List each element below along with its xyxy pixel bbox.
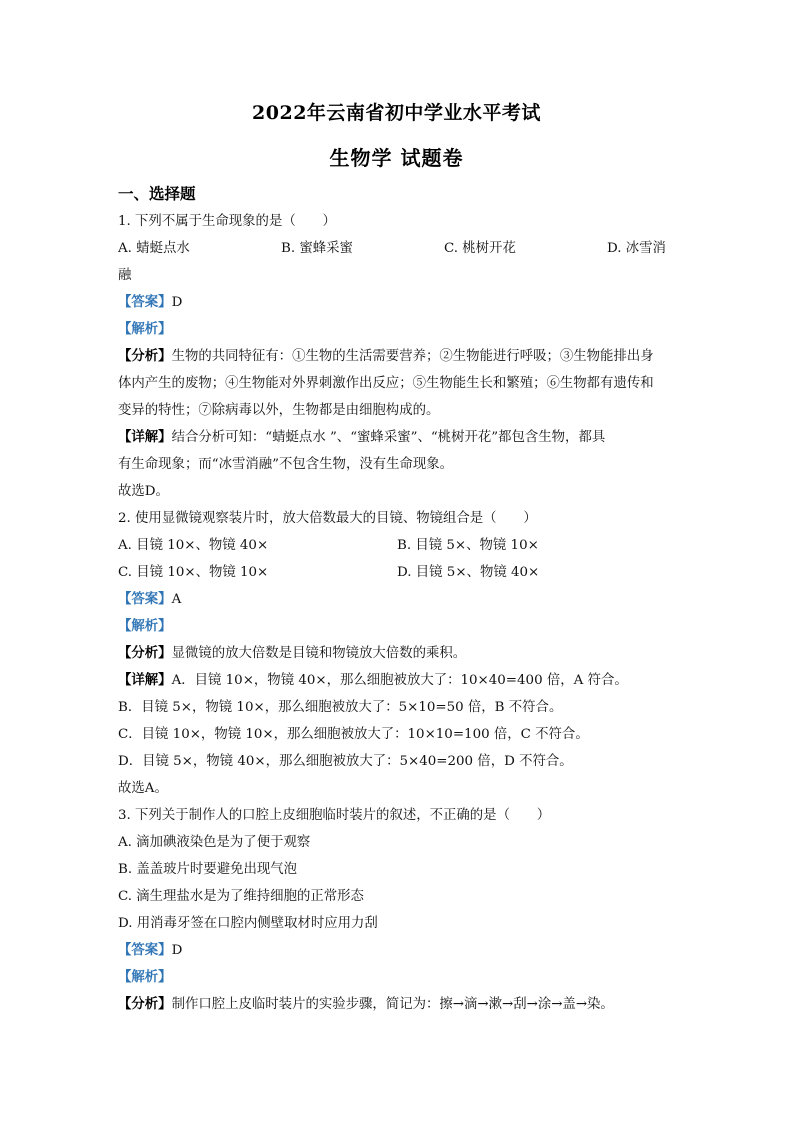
q2-answer bbox=[118, 586, 676, 613]
fenxi-tag: 【分析】 bbox=[118, 996, 172, 1012]
q2-analysis-tag bbox=[118, 613, 676, 640]
q1-fenxi-line-1 bbox=[118, 343, 676, 370]
q3-option-c: C. 滴生理盐水是为了维持细胞的正常形态 bbox=[118, 889, 364, 904]
q2-fenxi-text: 显微镜的放大倍数是目镜和物镜放大倍数的乘积。 bbox=[171, 646, 467, 661]
answer-tag: 【答案】 bbox=[118, 942, 172, 958]
q1-analysis-tag bbox=[118, 316, 676, 343]
exam-subtitle: 生物学 试题卷 bbox=[329, 146, 464, 170]
q2-detail-d: D．目镜 5×，物镜 40×，那么细胞被放大了：5×40=200 倍，D 不符合。 bbox=[118, 754, 573, 769]
q1-option-d: D. 冰雪消 bbox=[607, 241, 666, 256]
answer-tag: 【答案】 bbox=[118, 591, 172, 607]
q2-xiangjie bbox=[118, 667, 676, 694]
q2-stem: 2. 使用显微镜观察装片时，放大倍数最大的目镜、物镜组合是（ ） bbox=[118, 511, 537, 526]
q2-xiangjie-text: A．目镜 10×，物镜 40×，那么细胞被放大了：10×40=400 倍，A 符合。 bbox=[171, 673, 628, 688]
q2-detail-b: B．目镜 5×，物镜 10×，那么细胞被放大了：5×10=50 倍，B 不符合。 bbox=[118, 700, 563, 715]
q1-options bbox=[118, 235, 676, 262]
q1-xiangjie-text-1: 结合分析可知：“蜻蜓点水 ”、“蜜蜂采蜜”、“桃树开花”都包含生物，都具 bbox=[171, 430, 606, 445]
xiangjie-tag: 【详解】 bbox=[118, 429, 172, 445]
q3-answer bbox=[118, 937, 676, 964]
q1-xiangjie-line-2: 有生命现象；而“冰雪消融”不包含生物，没有生命现象。 bbox=[118, 457, 454, 472]
q2-answer-value: A bbox=[171, 592, 182, 607]
q3-fenxi-text: 制作口腔上皮临时装片的实验步骤，简记为：擦→滴→漱→刮→涂→盖→染。 bbox=[171, 997, 614, 1012]
q3-analysis-tag bbox=[118, 964, 676, 991]
fenxi-tag: 【分析】 bbox=[118, 348, 172, 364]
q1-option-d-wrap: 融 bbox=[118, 268, 132, 283]
fenxi-tag: 【分析】 bbox=[118, 645, 172, 661]
q3-option-d: D. 用消毒牙签在口腔内侧壁取材时应用力刮 bbox=[118, 916, 378, 931]
q2-option-c: C. 目镜 10×、物镜 10× bbox=[118, 565, 269, 580]
analysis-tag: 【解析】 bbox=[118, 969, 172, 985]
q1-conclusion: 故选D。 bbox=[118, 484, 169, 499]
q1-stem: 1. 下列不属于生命现象的是（ ） bbox=[118, 214, 336, 229]
analysis-tag: 【解析】 bbox=[118, 321, 172, 337]
q1-option-c: C. 桃树开花 bbox=[444, 241, 516, 256]
answer-tag: 【答案】 bbox=[118, 294, 172, 310]
xiangjie-tag: 【详解】 bbox=[118, 672, 172, 688]
q2-fenxi bbox=[118, 640, 676, 667]
q2-option-b: B. 目镜 5×、物镜 10× bbox=[397, 538, 539, 553]
q3-option-b: B. 盖盖玻片时要避免出现气泡 bbox=[118, 862, 298, 877]
q2-option-d: D. 目镜 5×、物镜 40× bbox=[397, 565, 540, 580]
section-heading: 一、选择题 bbox=[118, 184, 196, 203]
q1-xiangjie-line-1 bbox=[118, 424, 676, 451]
q2-options-row-2 bbox=[118, 559, 676, 586]
q1-fenxi-line-2: 体内产生的废物；④生物能对外界刺激作出反应；⑤生物能生长和繁殖；⑥生物都有遗传和 bbox=[118, 376, 654, 391]
analysis-tag: 【解析】 bbox=[118, 618, 172, 634]
q1-option-b: B. 蜜蜂采蜜 bbox=[281, 241, 353, 256]
q3-fenxi bbox=[118, 991, 676, 1018]
q3-option-a: A. 滴加碘液染色是为了便于观察 bbox=[118, 835, 311, 850]
q2-options-row-1 bbox=[118, 532, 676, 559]
q1-answer bbox=[118, 289, 676, 316]
q1-fenxi-line-3: 变异的特性；⑦除病毒以外，生物都是由细胞构成的。 bbox=[118, 403, 440, 418]
q1-fenxi-text-1: 生物的共同特征有：①生物的生活需要营养；②生物能进行呼吸；③生物能排出身 bbox=[171, 349, 654, 364]
q1-option-a: A. 蜻蜓点水 bbox=[118, 241, 190, 256]
q2-option-a: A. 目镜 10×、物镜 40× bbox=[118, 538, 269, 553]
q2-detail-c: C．目镜 10×，物镜 10×，那么细胞被放大了：10×10=100 倍，C 不符合。 bbox=[118, 727, 589, 742]
q2-conclusion: 故选A。 bbox=[118, 781, 168, 796]
question-content bbox=[118, 208, 676, 1018]
q1-answer-value: D bbox=[171, 295, 183, 310]
exam-title: 2022年云南省初中学业水平考试 bbox=[252, 102, 541, 124]
q3-stem: 3. 下列关于制作人的口腔上皮细胞临时装片的叙述，不正确的是（ ） bbox=[118, 808, 551, 823]
q3-answer-value: D bbox=[171, 943, 183, 958]
